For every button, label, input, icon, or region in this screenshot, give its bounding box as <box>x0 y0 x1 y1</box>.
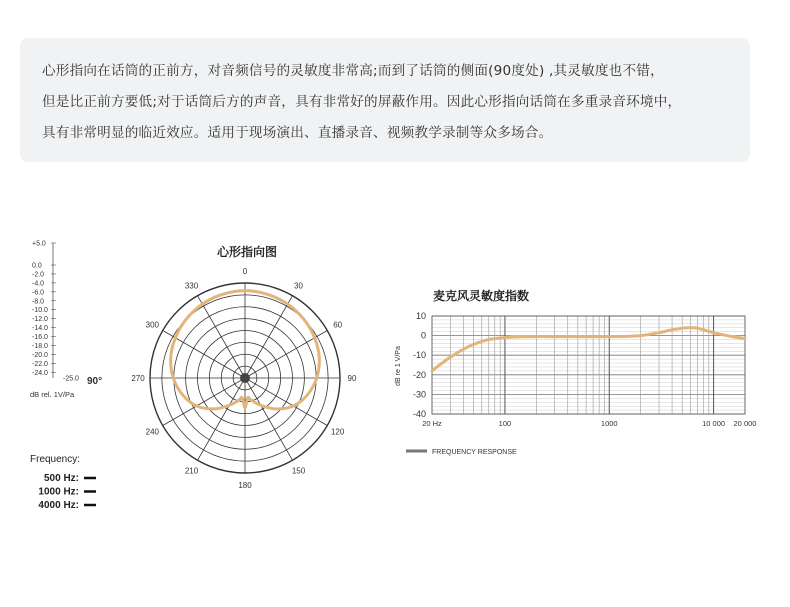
scale-label: -18.0 <box>32 342 48 350</box>
scale-label: -20.0 <box>32 351 48 359</box>
description-line-3: 具有非常明显的临近效应。适用于现场演出、直播录音、视频教学录制等众多场合。 <box>42 125 553 141</box>
polar-angle-label: 90 <box>347 374 357 383</box>
response-series-line <box>432 328 745 371</box>
polar-spoke <box>245 296 293 378</box>
side-angle-label: 90° <box>87 376 103 387</box>
response-xtick: 10 000 <box>702 419 726 428</box>
polar-angle-label: 210 <box>184 466 199 476</box>
scale-label: -24.0 <box>32 369 48 377</box>
response-xtick: 1000 <box>600 419 618 428</box>
scale-label: +5.0 <box>32 240 46 248</box>
response-xtick: 20 Hz <box>422 419 442 428</box>
frequency-legend-title: Frequency: <box>30 454 81 465</box>
polar-title: 心形指向图 <box>216 245 278 259</box>
scale-label: -14.0 <box>32 325 48 333</box>
description-line-2: 但是比正前方要低;对于话筒后方的声音，具有非常好的屏蔽作用。因此心形指向话筒在多重录音环境中， <box>42 94 682 110</box>
response-ytick: -30 <box>412 389 426 400</box>
polar-angle-label: 240 <box>145 427 160 437</box>
scale-label: -22.0 <box>32 360 48 368</box>
unit-label: dB rel. 1V/Pa <box>30 390 75 399</box>
scale-label: -8.0 <box>32 298 45 306</box>
response-ytick: 0 <box>420 330 426 341</box>
polar-angle-label: 120 <box>330 427 345 437</box>
polar-angle-label: 300 <box>145 320 160 330</box>
response-ytick: -20 <box>412 369 426 380</box>
response-ylabel: dB re 1 V/Pa <box>395 346 402 386</box>
polar-angle-label: 150 <box>291 466 306 476</box>
scale-label: -16.0 <box>32 334 48 342</box>
scale-label: -10.0 <box>32 307 48 315</box>
polar-angle-label: 60 <box>333 320 343 330</box>
frequency-legend-label: 500 Hz: <box>43 473 79 484</box>
response-ytick: -40 <box>412 409 426 419</box>
response-axis-labels <box>413 311 756 428</box>
polar-spoke <box>245 378 293 460</box>
response-xtick: 100 <box>498 419 512 428</box>
polar-scale <box>32 241 79 383</box>
response-title: 麦克风灵敏度指数 <box>433 289 530 303</box>
polar-center-dot <box>240 373 250 383</box>
scale-label: -4.0 <box>32 280 45 288</box>
polar-grid <box>150 283 343 473</box>
response-xtick: 20 000 <box>733 419 757 428</box>
polar-spoke <box>198 378 246 460</box>
frequency-legend-label: 1000 Hz: <box>38 486 79 498</box>
polar-angle-label: 330 <box>184 281 199 291</box>
frequency-legend <box>38 473 96 511</box>
polar-angle-label: 180 <box>238 481 252 490</box>
scale-label: -12.0 <box>32 316 48 324</box>
scale-label: -25.0 <box>63 375 79 383</box>
scale-label: 0.0 <box>32 262 42 270</box>
response-frame <box>432 316 745 414</box>
description-line-1: 心形指向在话筒的正前方，对音频信号的灵敏度非常高;而到了话筒的侧面(90度处) ,其灵敏度也不错， <box>42 63 664 79</box>
polar-angle-label: 270 <box>131 374 145 383</box>
response-ytick: 10 <box>415 311 426 321</box>
scale-label: -6.0 <box>32 289 45 297</box>
response-ytick: -10 <box>412 350 426 361</box>
polar-angle-label: 0 <box>242 267 248 276</box>
scale-label: -2.0 <box>32 271 45 279</box>
frequency-legend-label: 4000 Hz: <box>38 500 79 511</box>
response-series <box>432 328 745 371</box>
response-grid <box>432 316 745 414</box>
response-legend-label: FREQUENCY RESPONSE <box>432 449 517 456</box>
polar-angle-label: 30 <box>294 281 303 291</box>
polar-spoke <box>198 296 246 378</box>
